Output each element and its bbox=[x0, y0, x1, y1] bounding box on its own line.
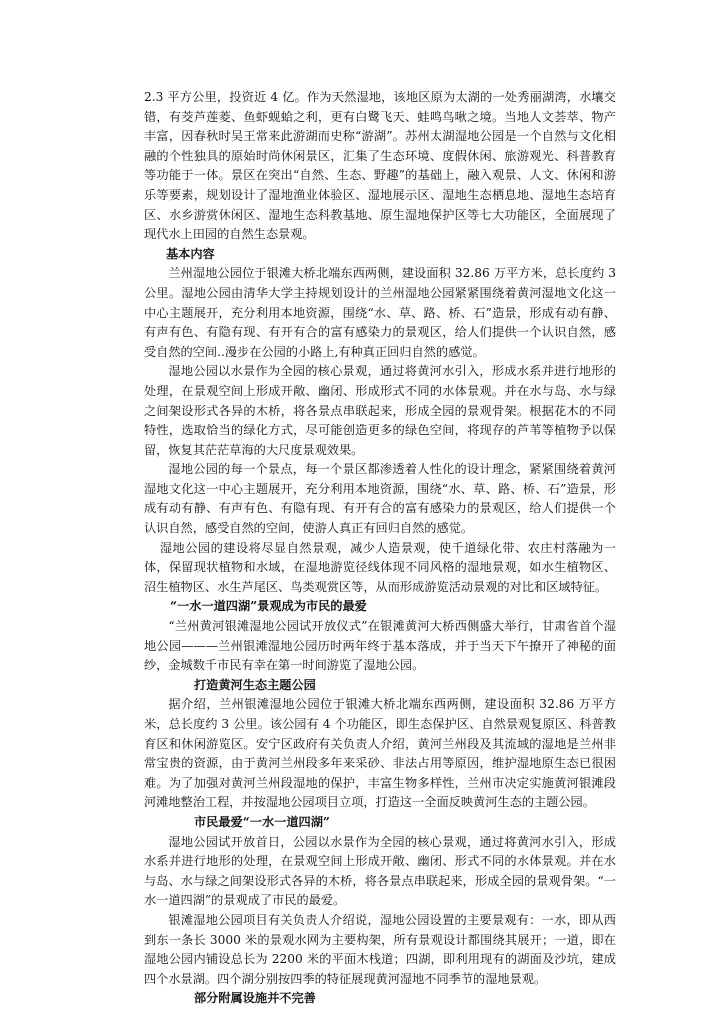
paragraph-opening-day: 湿地公园试开放首日，公园以水景作为全园的核心景观，通过将黄河水引入，形成水系并进行地形的处理，在景观空间上形成开敞、幽闭、形式不同的水体景观。并在水与岛、水与绿之间架设形式各异的木桥，将各景点串联起来，形成全园的景观骨架。“一水一道四湖”的景观成了市民的最爱。 bbox=[144, 834, 616, 908]
paragraph-water-landscape: 湿地公园以水景作为全园的核心景观，通过将黄河水引入，形成水系并进行地形的处理，在景观空间上形成开敞、幽闭、形成形式不同的水体景观。并在水与岛、水与绿之间架设形式各异的木桥，将各景点串联起来，形成全园的景观骨架。根据花木的不同特性，选取恰当的绿化方式，尽可能创造更多的绿色空间，将现存的芦苇等植物予以保留，恢复其茫茫草海的大尺度景观效果。 bbox=[144, 364, 616, 457]
document-page bbox=[144, 88, 616, 1009]
paragraph-construction: 湿地公园的建设将尽显自然景观，减少人造景观，使千道绿化带、农庄村落融为一体，保留现状植物和水域，在湿地游览径线体现不同风格的湿地景观，如水生植物区、沼生植物区、水生芦尾区、鸟类观赏区等，从而形成游览活动景观的对比和区域特征。 bbox=[144, 540, 616, 594]
paragraph-design-concept: 湿地公园的每一个景点，每一个景区都渗透着人性化的设计理念，紧紧围绕着黄河湿地文化这一中心主题展开，充分利用本地资源，围绕“水、草、路、桥、石”造景，形成有动有静、有声有色、有隐有现、有开有合的富有感染力的景观区，给人们提供一个认识自然，感受自然的空间，使游人真正有回归自然的感觉。 bbox=[144, 462, 616, 536]
intro-paragraph: 2.3 平方公里，投资近 4 亿。作为天然湿地，该地区原为太湖的一处秀丽湖湾，水壤交错，有茭芦莲菱、鱼虾蚬蛤之利，更有白鹭飞天、蛙鸣鸟啾之境。当地人文荟萃、物产丰富，因春秋时吴王常来此游湖而史称“游湖”。苏州太湖湿地公园是一个自然与文化相融的个性独具的原始时尚休闲景区，汇集了生态环境、度假休闲、旅游观光、科普教育等功能于一体。景区在突出“自然、生态、野趣”的基础上，融入观景、人文、休闲和游乐等要素，规划设计了湿地渔业体验区、湿地展示区、湿地生态栖息地、湿地生态培育区、水乡游赏休闲区、湿地生态科教基地、原生湿地保护区等七大功能区，全面展现了现代水上田园的自然生态景观。 bbox=[144, 90, 616, 242]
paragraph-park-location: 兰州湿地公园位于银滩大桥北端东西两侧，建设面积 32.86 万平方米，总长度约 3 公里。湿地公园由清华大学主持规划设计的兰州湿地公园紧紧围绕着黄河湿地文化这一中心主题展开，充分利用本地资源，围绕“水、草、路、桥、石”造景，形成有动有静、有声有色、有隐有现、有开有合的富有感染力的景观区，给人们提供一个认识自然，感受自然的空间..漫步在公园的小路上,有种真正回归自然的感觉。 bbox=[144, 266, 616, 359]
paragraph-main-landscapes: 银滩湿地公园项目有关负责人介绍说，湿地公园设置的主要景观有：一水，即从西到东一条长 3000 米的景观水网为主要构架，所有景观设计都围绕其展开；一道，即在湿地公园内铺设总长为 2200 米的平面木栈道；四湖，即利用现有的湖面及沙坑，建成四个水景湖。四个湖分别按四季的特征展现黄河湿地不同季节的湿地景观。 bbox=[144, 912, 616, 986]
heading-facilities: 部分附属设施并不完善 bbox=[194, 991, 316, 1006]
paragraph-functional-zones: 据介绍，兰州银滩湿地公园位于银滩大桥北端东西两侧，建设面积 32.86 万平方米，总长度约 3 公里。该公园有 4 个功能区，即生态保护区、自然景观复原区、科普教育区和休闲游览区。安宁区政府有关负责人介绍，黄河兰州段及其流域的湿地是兰州非常宝贵的资源，由于黄河兰州段多年来采砂、非法占用等原因，维护湿地原生态已很困难。为了加强对黄河兰州段湿地的保护，丰富生物多样性，兰州市决定实施黄河银滩段河滩地整治工程，并按湿地公园项目立项，打造这一全面反映黄河生态的主题公园。 bbox=[144, 697, 616, 810]
paragraph-opening-ceremony: “兰州黄河银滩湿地公园试开放仪式”在银滩黄河大桥西侧盛大举行，甘肃省首个湿地公园———兰州银滩湿地公园历时两年终于基本落成，并于当天下午撩开了神秘的面纱，金城数千市民有幸在第一时间游览了湿地公园。 bbox=[144, 619, 616, 673]
heading-citizen-favorite: 市民最爱“一水一道四湖” bbox=[194, 814, 330, 829]
heading-popular-landscape: “一水一道四湖”景观成为市民的最爱 bbox=[170, 599, 367, 614]
heading-basic-content: 基本内容 bbox=[166, 246, 215, 261]
heading-ecological-park: 打造黄河生态主题公园 bbox=[194, 677, 316, 692]
